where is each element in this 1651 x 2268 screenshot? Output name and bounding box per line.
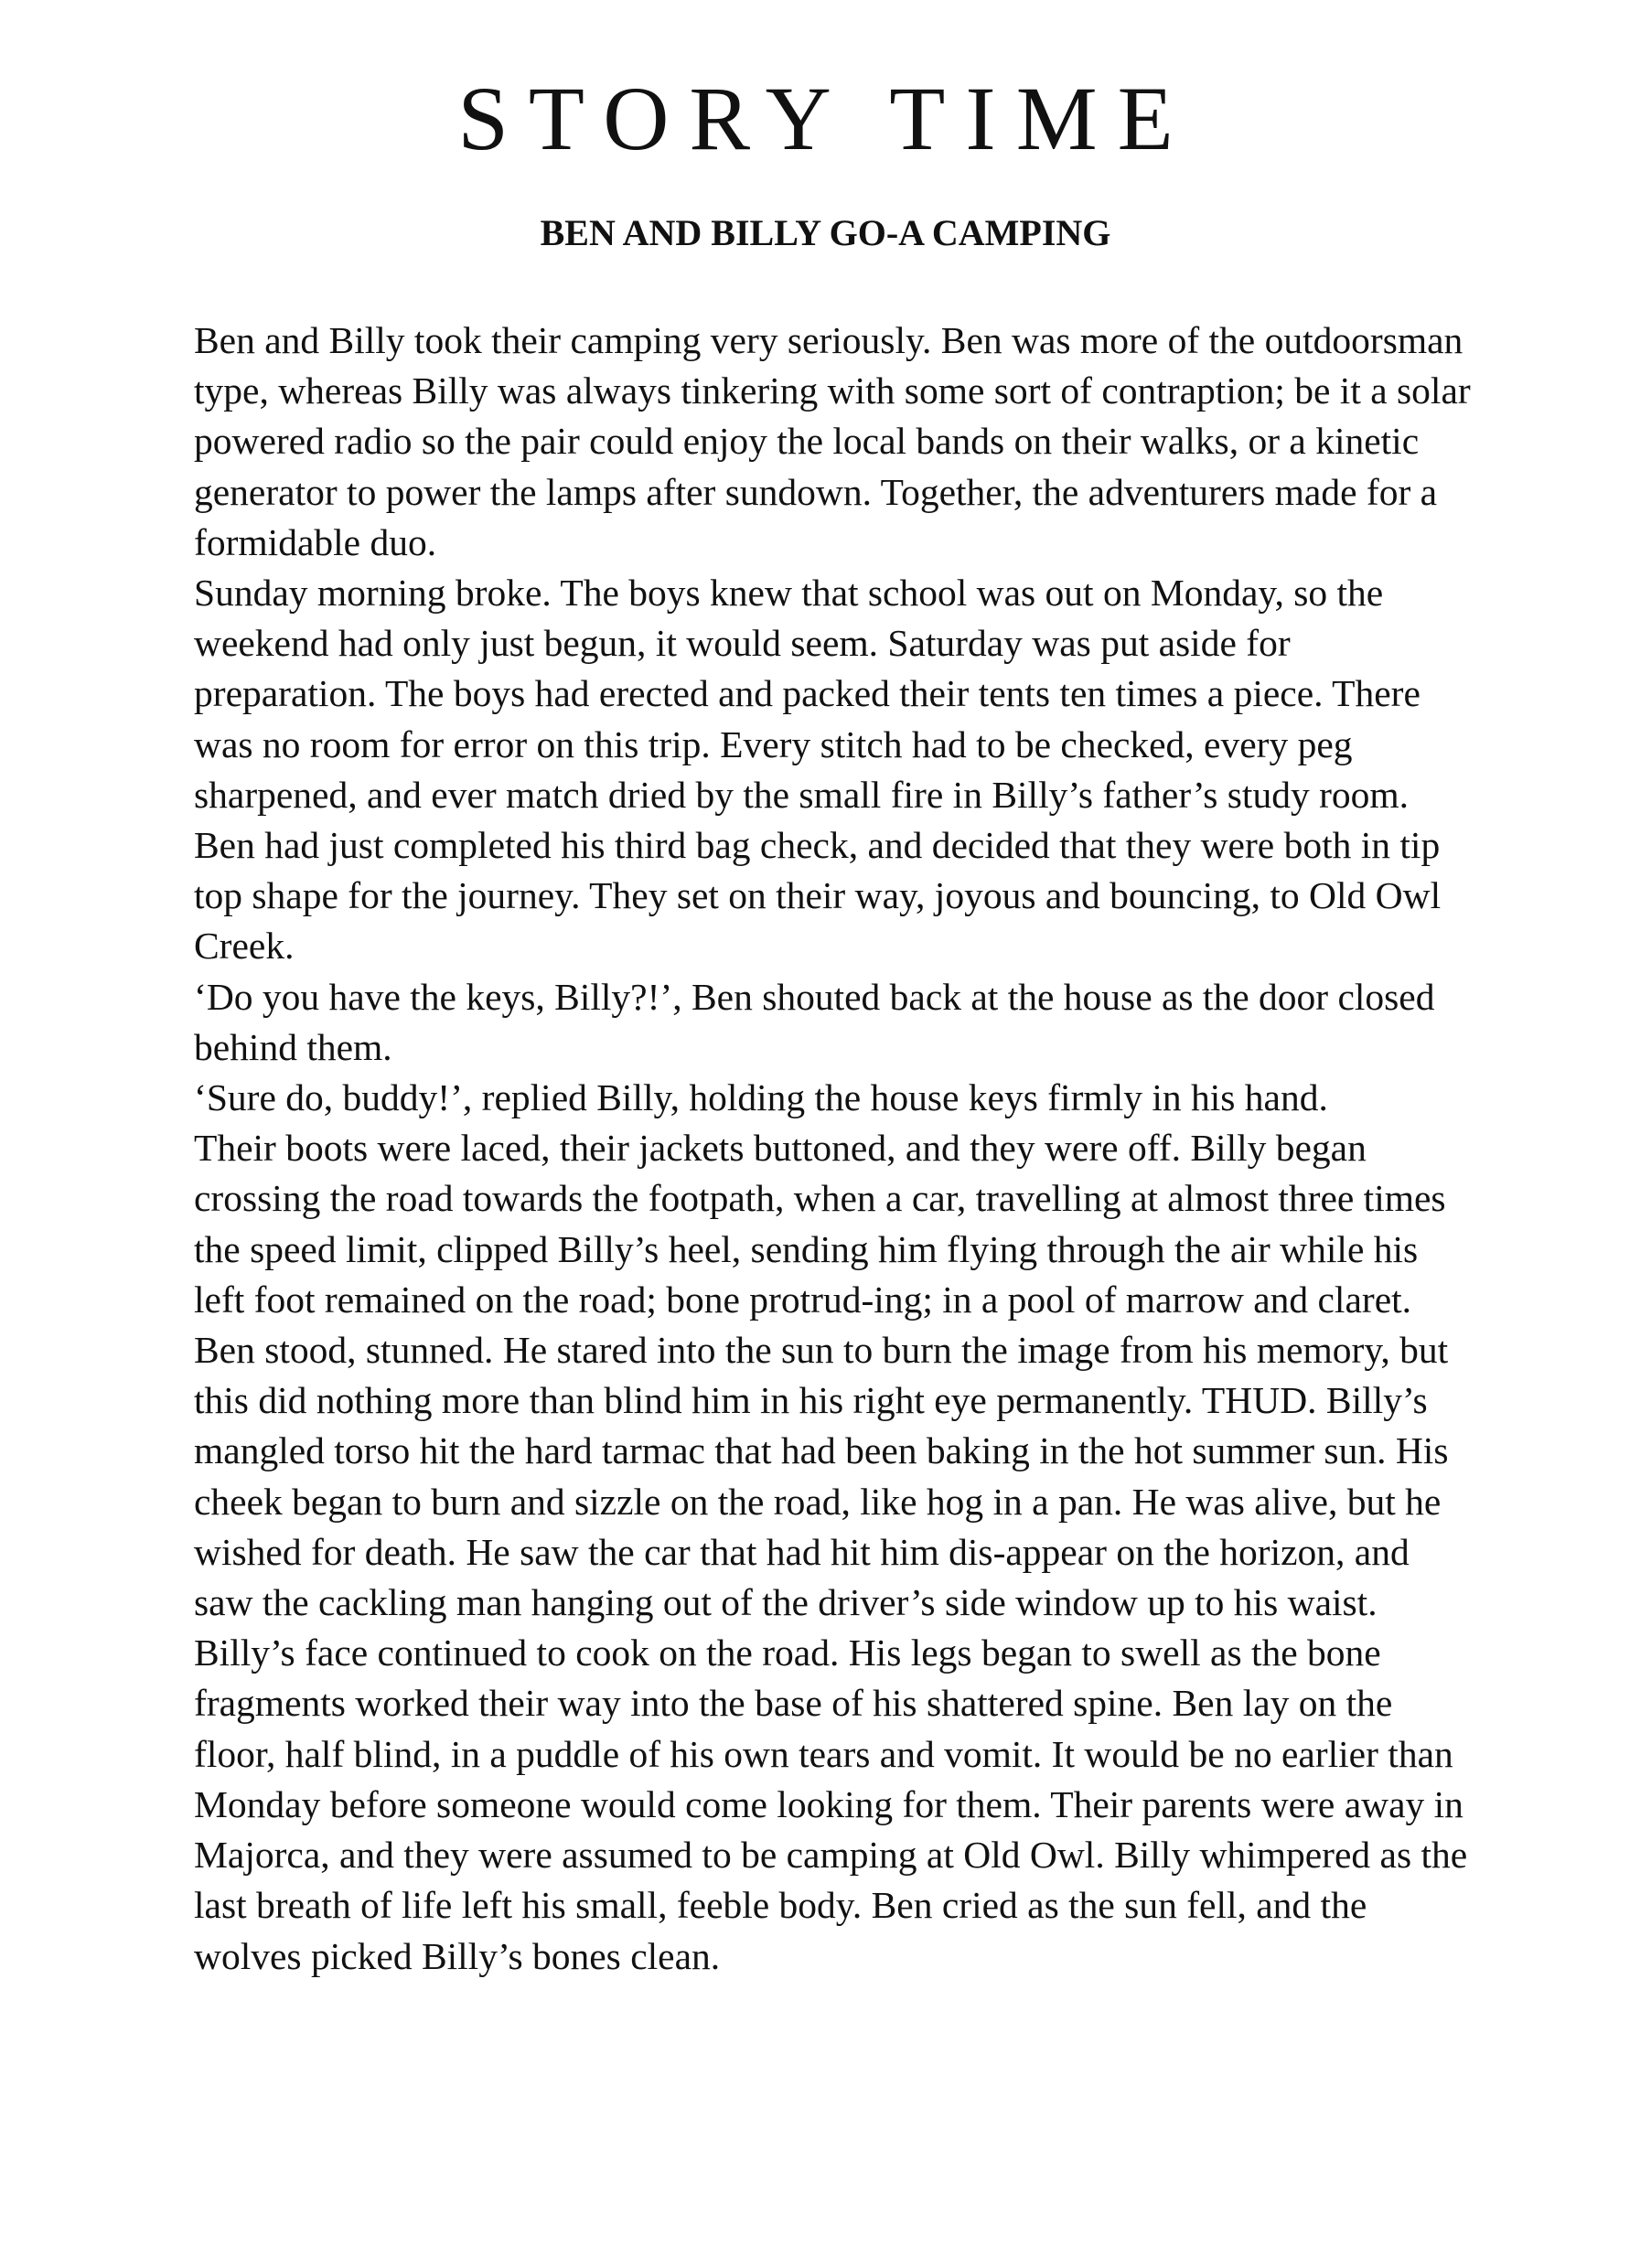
story-paragraph: Their boots were laced, their jackets buttoned, and they were off. Billy began crossing the road towards the footpath, when a car, travelling at almost three times the speed limit, clipped Billy’s heel, sending him flying through the air while his left foot remained on the road; bone protrud-ing; in a pool of marrow and claret. Ben stood, stunned. He stared into the sun to burn the image from his memory, but this did nothing more than blind him in his right eye permanently. THUD. Billy’s mangled torso hit the hard tarmac that had been baking in the hot summer sun. His cheek began to burn and sizzle on the road, like hog in a pan. He was alive, but he wished for death. He saw the car that had hit him dis-appear on the horizon, and saw the cackling man hanging out of the driver’s side window up to his waist. <box>194 1127 1449 1624</box>
story-title: BEN AND BILLY GO-A CAMPING <box>540 212 1111 253</box>
story-body <box>194 316 1474 1982</box>
story-paragraph: ‘Do you have the keys, Billy?!’, Ben shouted back at the house as the door closed behind them. <box>194 975 1435 1068</box>
page-title: STORY TIME <box>457 68 1194 169</box>
story-paragraph: ‘Sure do, buddy!’, replied Billy, holding the house keys firmly in his hand. <box>194 1076 1328 1119</box>
story-paragraph: Sunday morning broke. The boys knew that school was out on Monday, so the weekend had only just begun, it would seem. Saturday was put aside for preparation. The boys had erected and packed their tents ten times a piece. There was no room for error on this trip. Every stitch had to be checked, every peg sharpened, and ever match dried by the small fire in Billy’s father’s study room. Ben had just completed his third bag check, and decided that they were both in tip top shape for the journey. They set on their way, joyous and bouncing, to Old Owl Creek. <box>194 572 1442 968</box>
story-paragraph: Ben and Billy took their camping very seriously. Ben was more of the outdoorsman type, whereas Billy was always tinkering with some sort of contraption; be it a solar powered radio so the pair could enjoy the local bands on their walks, or a kinetic generator to power the lamps after sundown. Together, the adventurers made for a formidable duo. <box>194 319 1471 563</box>
story-paragraph: Billy’s face continued to cook on the road. His legs began to swell as the bone fragments worked their way into the base of his shattered spine. Ben lay on the floor, half blind, in a puddle of his own tears and vomit. It would be no earlier than Monday before someone would come looking for them. Their parents were away in Majorca, and they were assumed to be camping at Old Owl. Billy whimpered as the last breath of life left his small, feeble body. Ben cried as the sun fell, and the wolves picked Billy’s bones clean. <box>194 1631 1468 1977</box>
